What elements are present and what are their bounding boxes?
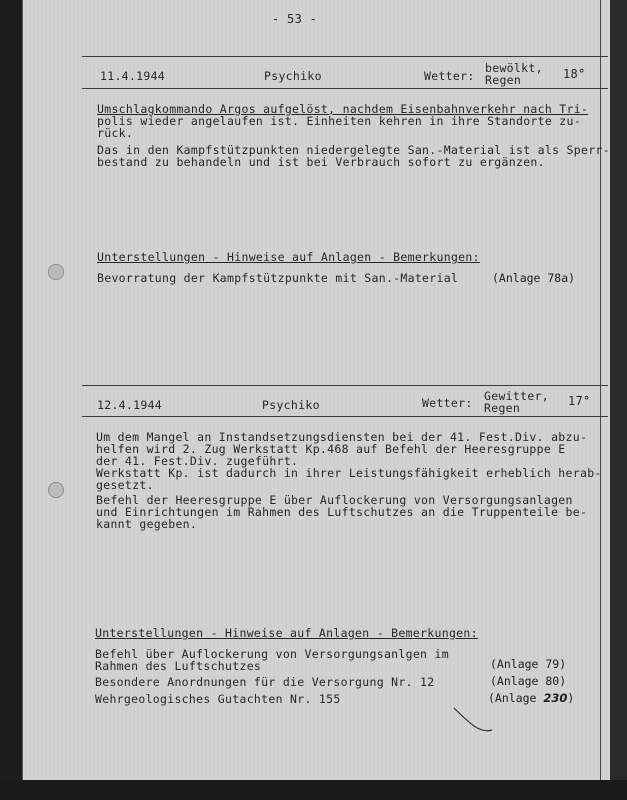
page-number: - 53 -	[272, 12, 318, 26]
entry2-date: 12.4.1944	[97, 398, 163, 412]
entry2-section-heading: Unterstellungen - Hinweise auf Anlagen - Bemerkungen:	[95, 626, 478, 640]
entry2-body-line-8: kannt gegeben.	[96, 517, 198, 531]
entry1-top-rule	[82, 56, 608, 57]
entry2-weather-line1: Gewitter,	[484, 389, 550, 403]
entry1-body-line-4: Das in den Kampfstützpunkten niedergelegte San.-Material ist als Sperr-	[97, 143, 610, 157]
entry2-note-1-line1: Befehl über Auflockerung von Versorgungsanlgen im	[95, 647, 449, 661]
entry2-note-2: Besondere Anordnungen für die Versorgung Nr. 12	[95, 675, 435, 689]
entry2-top-rule	[82, 385, 608, 386]
left-margin-line	[22, 0, 23, 780]
entry1-temperature: 18°	[563, 67, 586, 81]
entry2-note-3-annex-handwritten: 230	[543, 691, 568, 705]
entry2-weather-label: Wetter:	[422, 396, 473, 410]
entry1-body-line-5: bestand zu behandeln und ist bei Verbrauch sofort zu ergänzen.	[97, 155, 545, 169]
entry1-body-line-3: rück.	[97, 126, 134, 140]
entry2-body-line-5: gesetzt.	[96, 478, 154, 492]
entry1-note-1-annex: (Anlage 78a)	[492, 271, 576, 285]
scan-border-bottom	[0, 780, 627, 800]
entry2-note-3: Wehrgeologisches Gutachten Nr. 155	[95, 692, 341, 706]
document-page	[22, 0, 610, 800]
pencil-check-mark	[450, 700, 500, 740]
entry1-date: 11.4.1944	[100, 69, 166, 83]
entry1-weather-label: Wetter:	[424, 69, 475, 83]
entry1-note-1: Bevorratung der Kampfstützpunkte mit San.-Material	[97, 271, 459, 285]
entry1-weather-line1: bewölkt,	[485, 61, 543, 75]
entry2-weather-line2: Regen	[484, 401, 521, 415]
entry2-note-3-annex-suffix: )	[567, 691, 575, 705]
entry2-body-line-7: und Einrichtungen im Rahmen des Luftschutzes an die Truppenteile be-	[96, 505, 588, 519]
scan-border-right	[610, 0, 627, 800]
entry1-header-rule	[82, 88, 608, 89]
entry1-section-heading: Unterstellungen - Hinweise auf Anlagen - Bemerkungen:	[97, 250, 480, 264]
entry2-body-line-3: der 41. Fest.Div. zugeführt.	[96, 454, 299, 468]
punch-hole-upper	[48, 264, 64, 280]
entry2-temperature: 17°	[568, 394, 591, 408]
entry1-weather-line2: Regen	[485, 73, 522, 87]
entry2-header-rule	[82, 416, 608, 417]
entry1-body-line-1: Umschlagkommando Argos aufgelöst, nachdem Eisenbahnverkehr nach Tri-	[97, 102, 589, 116]
entry2-note-1-line2: Rahmen des Luftschutzes	[95, 659, 262, 673]
right-margin-line	[600, 0, 601, 780]
entry2-place: Psychiko	[262, 398, 320, 412]
entry2-note-2-annex: (Anlage 80)	[490, 674, 567, 688]
entry2-note-3-annex	[488, 691, 574, 705]
punch-hole-lower	[48, 482, 64, 498]
entry2-note-1-annex: (Anlage 79)	[490, 657, 567, 671]
entry2-body-line-4: Werkstatt Kp. ist dadurch in ihrer Leistungsfähigkeit erheblich herab-	[96, 466, 602, 480]
entry2-body-line-6: Befehl der Heeresgruppe E über Auflockerung von Versorgungsanlagen	[96, 493, 573, 507]
entry2-body-line-1: Um dem Mangel an Instandsetzungsdiensten bei der 41. Fest.Div. abzu-	[96, 430, 588, 444]
entry2-note-3-annex-prefix: (Anlage	[488, 691, 544, 705]
entry1-place: Psychiko	[264, 69, 322, 83]
entry1-body-line-2: polis wieder angelaufen ist. Einheiten kehren in ihre Standorte zu-	[97, 114, 581, 128]
entry2-body-line-2: helfen wird 2. Zug Werkstatt Kp.468 auf Befehl der Heeresgruppe E	[96, 442, 566, 456]
